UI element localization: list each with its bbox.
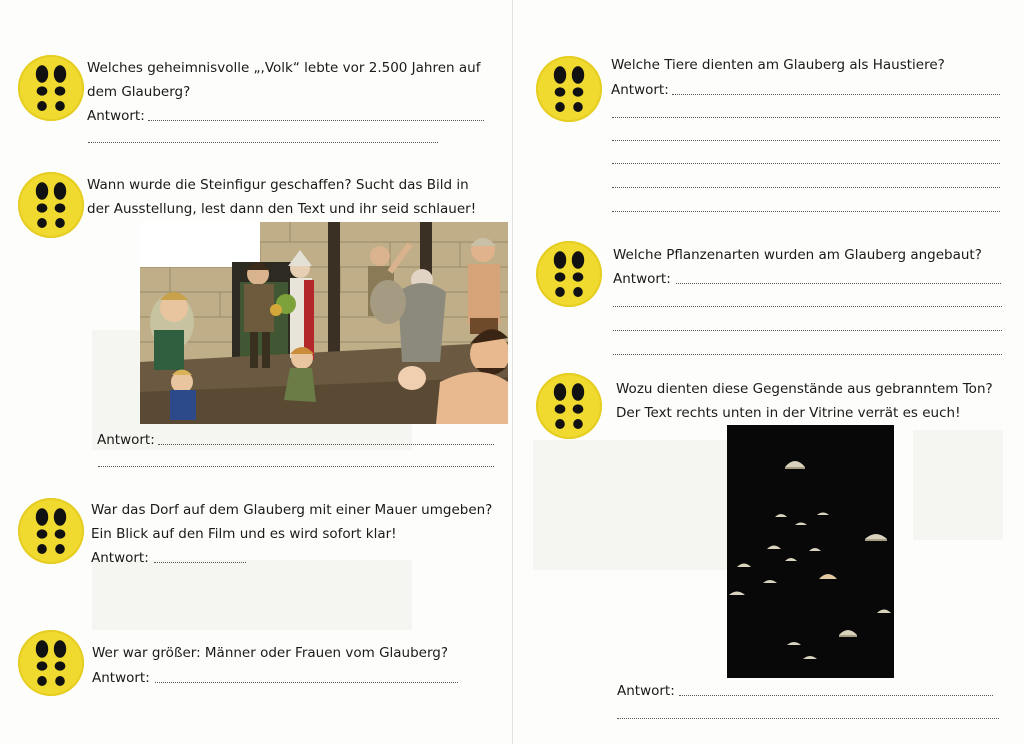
answer-line[interactable] bbox=[155, 682, 458, 683]
question-3 bbox=[91, 498, 503, 546]
question-text-line: Der Text rechts unten in der Vitrine verrät es euch! bbox=[616, 405, 961, 421]
answer-label: Antwort: bbox=[613, 271, 671, 287]
question-4 bbox=[92, 641, 502, 665]
question-text-line: Welche Pflanzenarten wurden am Glauberg angebaut? bbox=[613, 247, 982, 263]
answer-line[interactable] bbox=[88, 142, 438, 143]
answer-line[interactable] bbox=[672, 94, 1000, 95]
bleed-through-shadow bbox=[92, 560, 412, 630]
cartoon-illustration bbox=[140, 222, 508, 424]
answer-label: Antwort: bbox=[97, 432, 155, 448]
footprints-icon bbox=[18, 172, 84, 238]
question-6 bbox=[613, 243, 1013, 267]
question-text-line: Welche Tiere dienten am Glauberg als Haustiere? bbox=[611, 57, 945, 73]
answer-label: Antwort: bbox=[617, 683, 675, 699]
answer-line[interactable] bbox=[612, 163, 1000, 164]
footprints-icon bbox=[18, 498, 84, 564]
question-text-line: War das Dorf auf dem Glauberg mit einer Mauer umgeben? bbox=[91, 502, 493, 518]
footprints-icon bbox=[536, 241, 602, 307]
bleed-through-shadow bbox=[913, 430, 1003, 540]
answer-line[interactable] bbox=[612, 187, 1000, 188]
question-1 bbox=[87, 56, 497, 104]
footprints-icon bbox=[536, 56, 602, 122]
answer-line[interactable] bbox=[158, 444, 494, 445]
answer-line[interactable] bbox=[612, 211, 1000, 212]
answer-line[interactable] bbox=[617, 718, 999, 719]
answer-label: Antwort: bbox=[611, 82, 669, 98]
answer-line[interactable] bbox=[613, 330, 1002, 331]
answer-label: Antwort: bbox=[91, 550, 149, 566]
blank-patch bbox=[140, 222, 260, 267]
question-5 bbox=[611, 53, 1011, 77]
answer-line[interactable] bbox=[612, 117, 1000, 118]
question-text-line: Wann wurde die Steinfigur geschaffen? Sucht das Bild in bbox=[87, 177, 469, 193]
answer-line[interactable] bbox=[612, 140, 1000, 141]
answer-line[interactable] bbox=[148, 120, 484, 121]
clay-objects-photo bbox=[727, 425, 894, 678]
answer-label: Antwort: bbox=[92, 670, 150, 686]
bleed-through-shadow bbox=[533, 440, 733, 570]
question-text-line: der Ausstellung, lest dann den Text und ihr seid schlauer! bbox=[87, 201, 477, 217]
question-text-line: Welches geheimnisvolle „,Volk“ lebte vor 2.500 Jahren auf bbox=[87, 60, 481, 76]
footprints-icon bbox=[18, 55, 84, 121]
answer-line[interactable] bbox=[613, 354, 1002, 355]
answer-line[interactable] bbox=[613, 306, 1002, 307]
footprints-icon bbox=[536, 373, 602, 439]
question-2 bbox=[87, 173, 497, 221]
answer-line[interactable] bbox=[679, 695, 993, 696]
question-text-line: Ein Blick auf den Film und es wird sofort klar! bbox=[91, 526, 397, 542]
answer-line[interactable] bbox=[98, 466, 494, 467]
question-7 bbox=[616, 377, 1016, 425]
answer-line[interactable] bbox=[154, 562, 246, 563]
question-text-line: Wer war größer: Männer oder Frauen vom Glauberg? bbox=[92, 645, 449, 661]
answer-label: Antwort: bbox=[87, 108, 145, 124]
footprints-icon bbox=[18, 630, 84, 696]
answer-line[interactable] bbox=[676, 283, 1001, 284]
question-text-line: Wozu dienten diese Gegenstände aus gebranntem Ton? bbox=[616, 381, 993, 397]
question-text-line: dem Glauberg? bbox=[87, 84, 191, 100]
